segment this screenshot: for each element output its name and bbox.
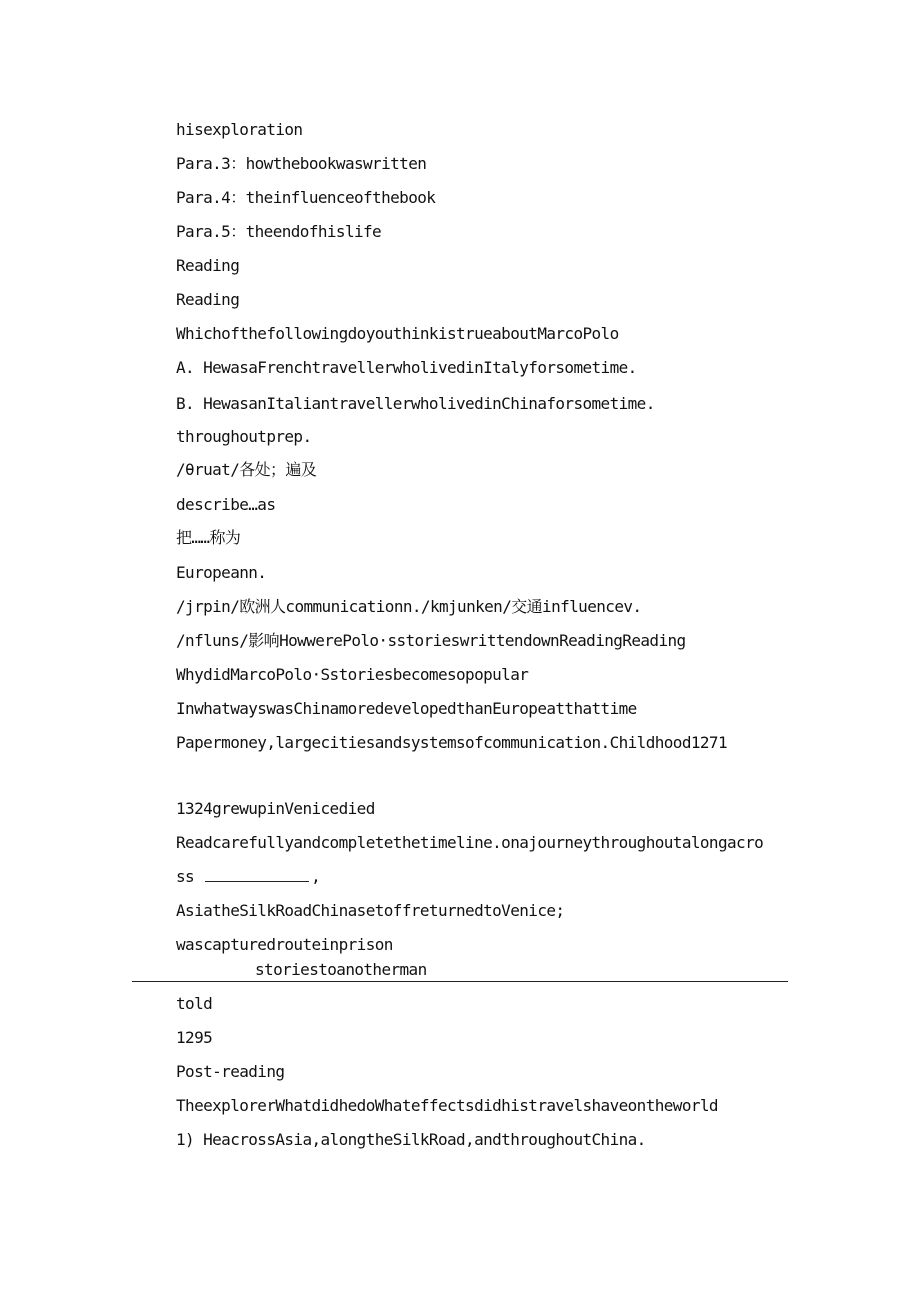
vocab-definition: 把……称为 [176,528,241,547]
question-text: WhydidMarcoPolo·Sstoriesbecomesopopular [176,665,529,684]
timeline-text: storiestoanotherman [255,960,427,979]
timeline-text: told [176,994,213,1013]
vocab-word: throughoutprep. [176,427,312,446]
text-line: Para.5：theendofhislife [176,222,382,241]
answer-blank [205,867,309,882]
question-text: TheexplorerWhatdidhedoWhateffectsdidhistravelshaveontheworld [176,1096,718,1115]
answer-text: Papermoney,largecitiesandsystemsofcommunication.Childhood1271 [176,733,728,752]
question-text: WhichofthefollowingdoyouthinkistrueaboutMarcoPolo [176,324,619,343]
fill-in-line [176,867,320,887]
vocab-word: describe…as [176,495,276,514]
answer-text: 1) HeacrossAsia,alongtheSilkRoad,andthroughoutChina. [176,1130,646,1149]
text-line: /nfluns/影响HowwerePolo·sstorieswrittendownReadingReading [176,631,686,650]
question-text: InwhatwayswasChinamoredevelopedthanEuropeatthattime [176,699,637,718]
vocab-definition: /jrpin/欧洲人communicationn./kmjunken/交通influencev. [176,597,642,616]
timeline-year: 1295 [176,1028,213,1047]
text-fragment: ss [176,867,195,886]
option-b: B. HewasanItaliantravellerwholivedinChinaforsometime. [176,394,655,413]
instruction-text: Readcarefullyandcompletethetimeline.onajourneythroughoutalongacro [176,833,764,852]
text-line: Para.3：howthebookwaswritten [176,154,427,173]
horizontal-rule [132,981,788,982]
text-line: Para.4：theinfluenceofthebook [176,188,436,207]
timeline-text: 1324grewupinVenicedied [176,799,375,818]
text-fragment: , [311,867,321,886]
timeline-text: wascapturedrouteinprison [176,935,393,954]
vocab-definition: /θruat/各处；遍及 [176,460,317,479]
text-line: hisexploration [176,120,303,139]
section-heading: Reading [176,256,240,275]
vocab-word: Europeann. [176,563,267,582]
timeline-text: AsiatheSilkRoadChinasetoffreturnedtoVenice; [176,901,565,920]
section-heading: Reading [176,290,240,309]
option-a: A. HewasaFrenchtravellerwholivedinItalyforsometime. [176,358,637,377]
section-heading: Post-reading [176,1062,285,1081]
